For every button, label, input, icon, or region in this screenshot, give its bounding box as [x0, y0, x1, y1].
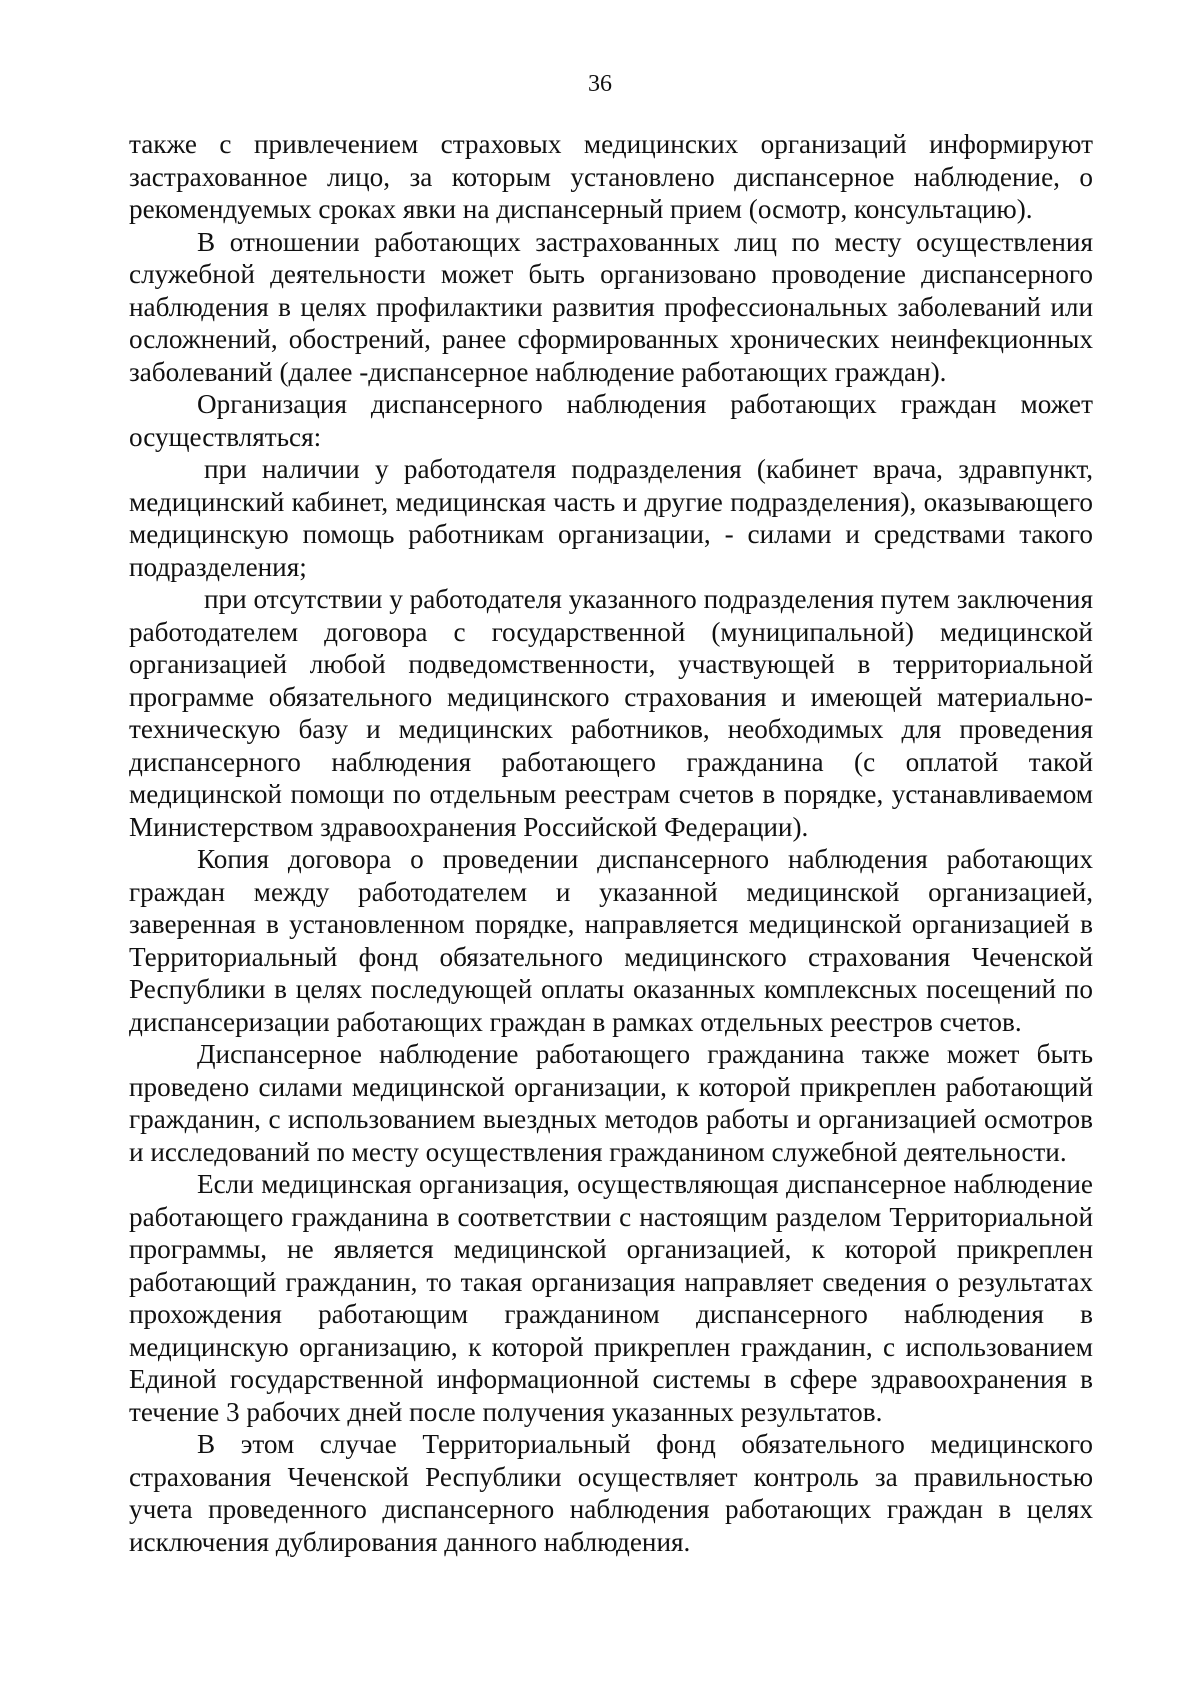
- list-item-paragraph: при наличии у работодателя подразделения (кабинет врача, здравпункт, медицинский кабинет, медицинская часть и другие подразделения), оказывающего медицинскую помощь работникам организации, - силами и средствами такого подразделения;: [129, 454, 1093, 582]
- paragraph-continuation: также с привлечением страховых медицинских организаций информируют застрахованное лицо, за которым установлено диспансерное наблюдение, о рекомендуемых сроках явки на диспансерный прием (осмотр, консультацию).: [129, 129, 1093, 224]
- paragraph: В отношении работающих застрахованных лиц по месту осуществления служебной деятельности может быть организовано проводение диспансерного наблюдения в целях профилактики развития профессиональных заболеваний или осложнений, обострений, ранее сформированных хронических неинфекционных заболеваний (далее -диспансерное наблюдение работающих граждан).: [129, 226, 1093, 387]
- document-body: [129, 128, 1093, 1558]
- paragraph: Организация диспансерного наблюдения работающих граждан может осуществляться:: [129, 389, 1093, 452]
- paragraph: Копия договора о проведении диспансерного наблюдения работающих граждан между работодателем и указанной медицинской организацией, заверенная в установленном порядке, направляется медицинской организацией в Территориальный фонд обязательного медицинского страхования Чеченской Республики в целях последующей оплаты оказанных комплексных посещений по диспансеризации работающих граждан в рамках отдельных реестров счетов.: [129, 844, 1093, 1037]
- paragraph: В этом случае Территориальный фонд обязательного медицинского страхования Чеченской Республики осуществляет контроль за правильностью учета проведенного диспансерного наблюдения работающих граждан в целях исключения дублирования данного наблюдения.: [129, 1429, 1093, 1557]
- page-number: 36: [588, 71, 612, 97]
- paragraph: Диспансерное наблюдение работающего гражданина также может быть проведено силами медицинской организации, к которой прикреплен работающий гражданин, с использованием выездных методов работы и организацией осмотров и исследований по месту осуществления гражданином служебной деятельности.: [129, 1039, 1093, 1167]
- list-item-paragraph: при отсутствии у работодателя указанного подразделения путем заключения работодателем договора с государственной (муниципальной) медицинской организацией любой подведомственности, участвующей в территориальной программе обязательного медицинского страхования и имеющей материально-техническую базу и медицинских работников, необходимых для проведения диспансерного наблюдения работающего гражданина (с оплатой такой медицинской помощи по отдельным реестрам счетов в порядке, устанавливаемом Министерством здравоохранения Российской Федерации).: [129, 584, 1093, 842]
- paragraph: Если медицинская организация, осуществляющая диспансерное наблюдение работающего гражданина в соответствии с настоящим разделом Территориальной программы, не является медицинской организацией, к которой прикреплен работающий гражданин, то такая организация направляет сведения о результатах прохождения работающим гражданином диспансерного наблюдения в медицинскую организацию, к которой прикреплен гражданин, с использованием Единой государственной информационной системы в сфере здравоохранения в течение 3 рабочих дней после получения указанных результатов.: [129, 1169, 1093, 1427]
